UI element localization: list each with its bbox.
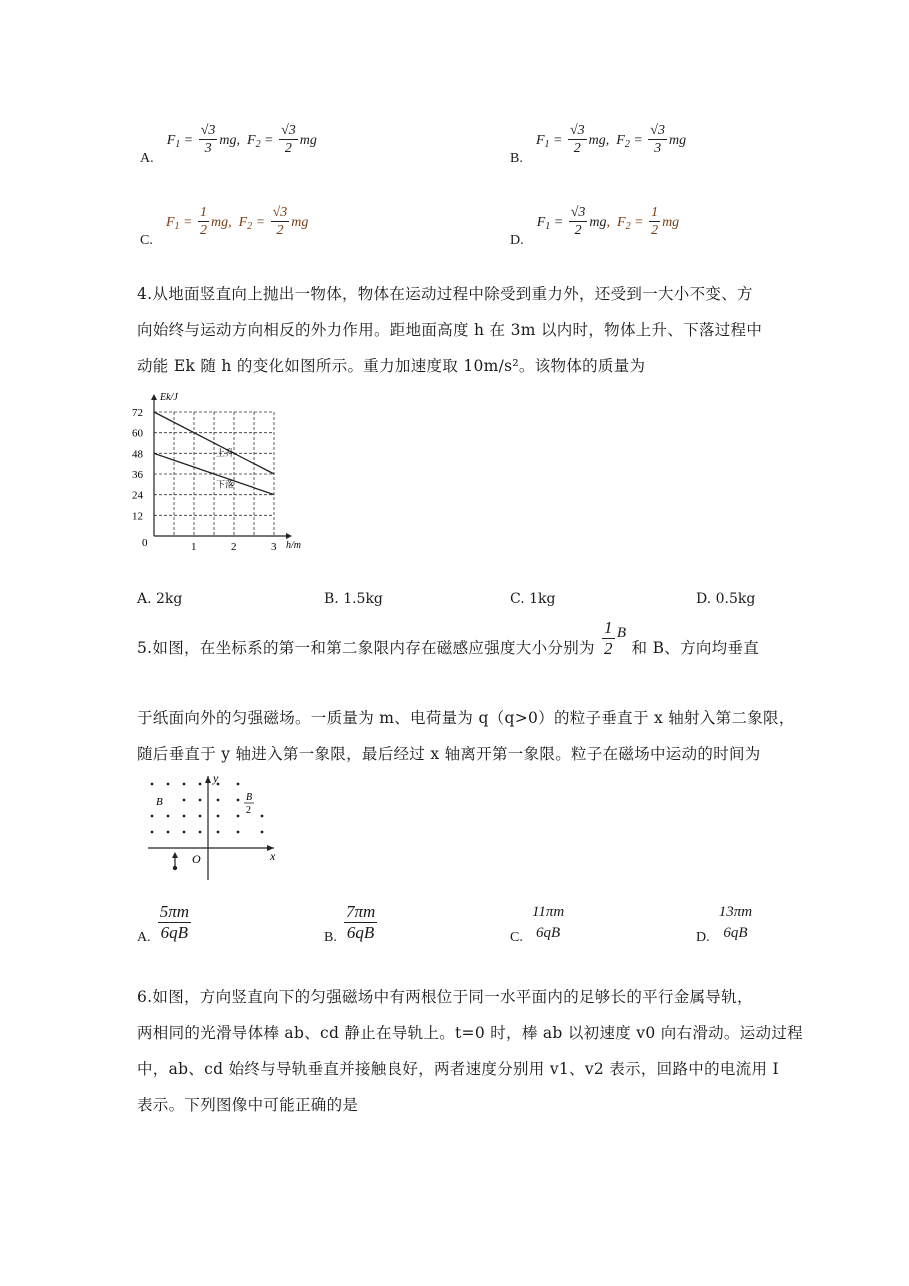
f1-den: 3 — [204, 141, 212, 156]
f2-num: √3 — [650, 123, 665, 138]
y-tick-label: 36 — [132, 469, 143, 481]
origin-label: 0 — [142, 537, 148, 549]
q3-option-c: C. $F_1$ = $\frac{1}{2}$ mg, $F_2$ = $\frac{√3}{2}$ mg — [140, 205, 309, 248]
y-tick-label: 72 — [132, 407, 143, 419]
y-tick-label: 60 — [132, 427, 143, 440]
field-dot — [217, 799, 220, 802]
q6-line-3: 中，ab、cd 始终与导轨垂直并接触良好，两者速度分别用 v1、v2 表示，回路中的电流用 I — [137, 1060, 779, 1078]
x-tick-label: 1 — [191, 541, 197, 553]
frac-num: 13πm — [718, 904, 753, 920]
q4-line-1: 4.从地面竖直向上抛出一物体，物体在运动过程中除受到重力外，还受到一大小不变、方 — [137, 285, 753, 303]
field-dot — [237, 799, 240, 802]
f1-num: 1 — [199, 205, 207, 220]
field-dot — [199, 831, 202, 834]
q5-line-1-tail: 和 B、方向均垂直 — [631, 638, 760, 657]
f2-den: 2 — [276, 223, 284, 238]
field-dot — [261, 831, 264, 834]
frac-den: 6qB — [535, 925, 561, 941]
option-letter: D. — [510, 233, 524, 248]
series-label: 下落 — [216, 479, 235, 490]
q3-option-b: B. $F_1$ = $\frac{√3}{2}$ mg, $F_2$ = $\frac{√3}{3}$ mg — [510, 123, 687, 166]
field-dot — [237, 831, 240, 834]
f2-num: 1 — [651, 205, 659, 220]
q5-option-b — [324, 902, 379, 943]
f2-den: 2 — [284, 141, 292, 156]
field-dot — [183, 799, 186, 802]
x-axis-label: h/m — [286, 540, 301, 551]
x-axis-label: x — [270, 849, 276, 863]
field-dot — [151, 783, 154, 786]
q4-option-b: B. 1.5kg — [324, 591, 383, 607]
q5-option-d — [696, 902, 756, 943]
option-letter: A. — [140, 151, 154, 166]
frac-den: 6qB — [160, 923, 189, 942]
option-letter: A. — [137, 930, 151, 945]
f2-num: √3 — [281, 123, 296, 138]
q5-option-c — [510, 902, 568, 943]
field-dot — [237, 783, 240, 786]
field-dot — [183, 815, 186, 818]
y-axis-arrow — [205, 776, 211, 783]
x-tick-label: 3 — [271, 541, 277, 553]
ek-h-chart — [132, 378, 322, 558]
f2-den: 3 — [654, 141, 662, 156]
frac-num: 5πm — [159, 902, 190, 921]
q3-option-a: A. $F_1$ = $\frac{√3}{3}$ mg, $F_2$ = $\frac{√3}{2}$ mg — [140, 123, 317, 166]
field-dot — [167, 815, 170, 818]
q5-frac-b: B — [616, 624, 627, 641]
y-tick-label: 12 — [132, 510, 143, 523]
field-dot — [199, 815, 202, 818]
y-axis-label: y — [213, 771, 219, 785]
mg-text: mg — [219, 133, 237, 148]
q4-option-d: D. 0.5kg — [696, 591, 756, 607]
field-dot — [261, 815, 264, 818]
field-dot — [183, 783, 186, 786]
q5-line-1-text: 5.如图，在坐标系的第一和第二象限内存在磁感应强度大小分别为 — [137, 638, 595, 657]
f2-den: 2 — [651, 223, 659, 238]
field-dot — [217, 831, 220, 834]
option-letter: C. — [510, 930, 523, 945]
f2-num: √3 — [272, 205, 288, 220]
q4-line-2: 向始终与运动方向相反的外力作用。距地面高度 h 在 3m 以内时，物体上升、下落过程中 — [137, 321, 763, 339]
field-dot — [217, 815, 220, 818]
mg-text: mg — [588, 133, 606, 148]
mg-text: mg — [291, 215, 309, 230]
mg-text: mg — [299, 133, 317, 148]
q6-line-1: 6.如图，方向竖直向下的匀强磁场中有两根位于同一水平面内的足够长的平行金属导轨， — [137, 988, 753, 1006]
magnetic-field-figure — [140, 770, 290, 885]
mg-text: mg — [589, 215, 607, 230]
f1-num: √3 — [200, 123, 216, 138]
q4-option-c: C. 1kg — [510, 591, 556, 607]
series-label: 上升 — [216, 448, 235, 459]
f1-num: √3 — [570, 205, 586, 220]
y-axis-arrow — [151, 394, 157, 400]
q6-line-2: 两相同的光滑导体棒 ab、cd 静止在导轨上。t=0 时，棒 ab 以初速度 v0 向右滑动。运动过程 — [137, 1024, 803, 1042]
field-dot — [167, 783, 170, 786]
right-field-num: B — [246, 792, 253, 803]
q5-line-2: 于纸面向外的匀强磁场。一质量为 m、电荷量为 q（q>0）的粒子垂直于 x 轴射入第二象限， — [137, 709, 795, 727]
y-tick-label: 48 — [132, 448, 143, 461]
q4-line-3: 动能 Ek 随 h 的变化如图所示。重力加速度取 10m/s²。该物体的质量为 — [137, 357, 646, 375]
option-letter: C. — [140, 233, 153, 248]
q5-line-1 — [137, 618, 759, 659]
y-tick-label: 24 — [132, 489, 143, 502]
field-dot — [237, 815, 240, 818]
f1-den: 2 — [199, 223, 207, 238]
field-dot — [199, 799, 202, 802]
frac-num: 7πm — [345, 902, 376, 921]
frac-den: 6qB — [723, 925, 748, 941]
left-field-label: B — [156, 796, 163, 808]
particle — [173, 866, 177, 870]
frac-den: 6qB — [346, 923, 375, 942]
mg-text: mg — [668, 133, 687, 148]
particle-arrow — [172, 852, 178, 858]
q5-line-3: 随后垂直于 y 轴进入第一象限，最后经过 x 轴离开第一象限。粒子在磁场中运动的时间为 — [137, 745, 761, 763]
x-tick-label: 2 — [231, 541, 237, 553]
f1-den: 2 — [573, 141, 581, 156]
field-dot — [183, 831, 186, 834]
right-field-den: 2 — [246, 805, 251, 816]
mg-text: mg — [210, 215, 229, 230]
x-axis-arrow — [286, 533, 292, 539]
q5-frac-den: 2 — [604, 639, 613, 658]
q5-frac-num: 1 — [604, 618, 613, 637]
option-letter: B. — [510, 151, 523, 166]
q4-option-a: A. 2kg — [137, 591, 183, 607]
q3-option-d: D. $F_1$ = $\frac{√3}{2}$ mg, $F_2$ = $\frac{1}{2}$ mg — [510, 205, 680, 248]
field-dot — [151, 831, 154, 834]
option-letter: B. — [324, 930, 337, 945]
field-dot — [199, 783, 202, 786]
field-dot — [151, 815, 154, 818]
frac-num: 11πm — [531, 904, 565, 920]
q6-line-4: 表示。下列图像中可能正确的是 — [137, 1096, 359, 1114]
option-letter: D. — [696, 930, 710, 945]
f1-den: 2 — [574, 223, 582, 238]
y-axis-label: Ek/J — [160, 392, 178, 403]
q5-option-a — [137, 902, 193, 943]
origin-label: O — [192, 852, 201, 866]
f1-num: √3 — [569, 123, 585, 138]
mg-text: mg — [662, 215, 680, 230]
field-dot — [167, 831, 170, 834]
